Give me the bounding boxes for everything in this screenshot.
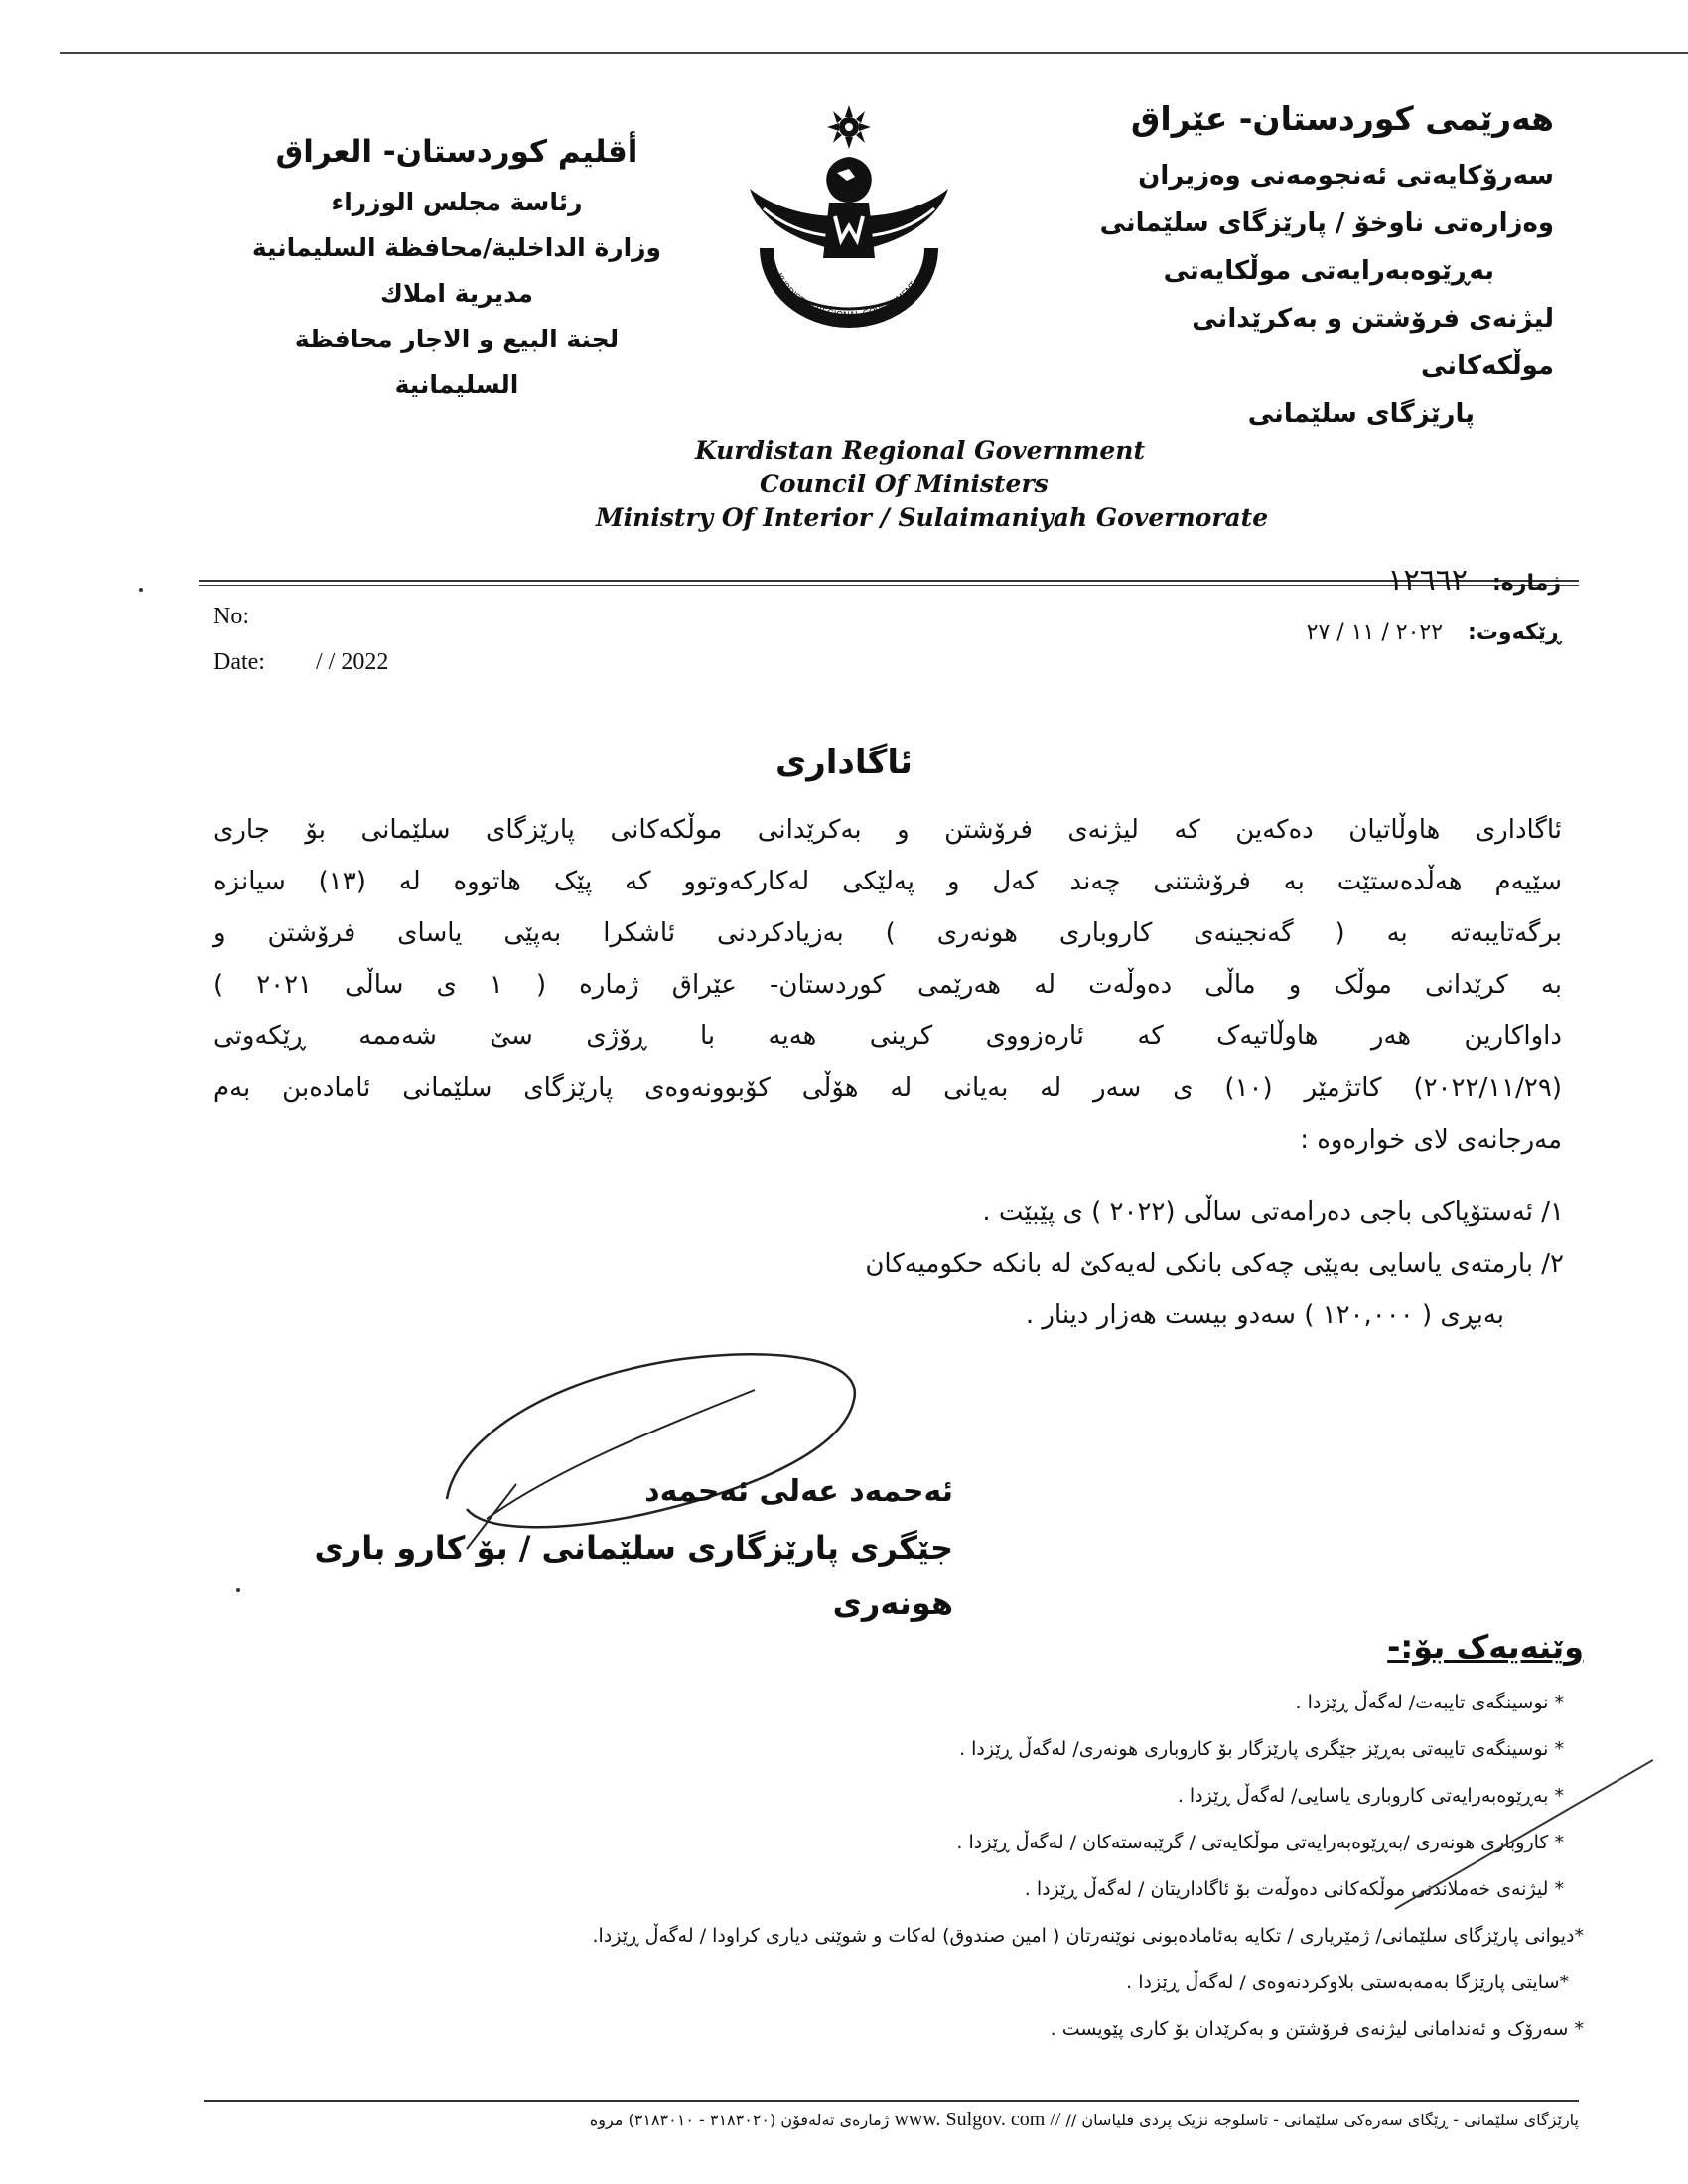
condition-item-detail: بەبڕی ( ١٢٠,٠٠٠ ) سەدو بیست هەزار دینار .: [1025, 1300, 1504, 1330]
kurdish-number-label: ژمارە:: [1492, 571, 1561, 596]
logo-arabic-caption: حكومة إقليم كوردستان: [801, 258, 897, 269]
footer: [204, 2109, 1579, 2131]
english-header-line: Ministry Of Interior / Sulaimaniyah Governorate: [596, 503, 1269, 532]
footer-suffix: مروە: [589, 2111, 624, 2129]
arabic-header-line: رئاسة مجلس الوزراء: [331, 188, 583, 216]
footer-phone: ژمارەی تەلەفۆن (٣١٨٣٠٢٠ - ٣١٨٣٠١٠): [628, 2111, 890, 2129]
kurdish-reference: [1114, 556, 1561, 658]
footer-rule: [204, 2100, 1579, 2102]
copy-recipient: * بەڕێوەبەرایەتی کاروباری یاسایی/ لەگەڵ ڕێزدا .: [1177, 1785, 1564, 1807]
arabic-header-title: أقليم كوردستان- العراق: [275, 134, 638, 170]
english-header-line: Kurdistan Regional Government: [695, 436, 1146, 465]
kurdish-number-value: ١٢٦٦٢: [1387, 563, 1468, 598]
body-line: (٢٠٢٢/١١/٢٩) کاتژمێر (١٠) ی سەر لە بەیانی لە هۆڵی کۆبوونەوەی پارێزگای سلێمانی ئامادەبن بەم: [213, 1073, 1562, 1103]
kurdish-date-label: ڕێکەوت:: [1468, 620, 1561, 645]
copy-recipient: * لیژنەی خەملاندنی موڵکەکانی دەوڵەت بۆ ئاگاداریتان / لەگەڵ ڕێزدا .: [1024, 1878, 1564, 1900]
kurdish-header: [1087, 99, 1554, 438]
body-line: بە کرێدانی موڵک و ماڵی دەوڵەت لە هەرێمی کوردستان- عێراق ژمارە ( ١ ی ساڵی ٢٠٢١ ): [213, 970, 1562, 1000]
copy-recipient: * کاروباری هونەری /بەڕێوەبەرایەتی موڵکایەتی / گرێبەستەکان / لەگەڵ ڕێزدا .: [956, 1832, 1564, 1853]
footer-website: www. Sulgov. com //: [894, 2109, 1061, 2130]
arabic-header-line: وزارة الداخلية/محافظة السليمانية: [251, 233, 662, 262]
kurdish-header-title: هەرێمی کوردستان- عێراق: [1130, 99, 1554, 138]
condition-item: ٢/ بارمتەی یاسایی بەپێی چەکی بانکی لەیەکێ لە بانکە حکومیەکان: [865, 1249, 1564, 1279]
notice-body: [213, 804, 1562, 1165]
copy-recipient: *دیوانی پارێزگای سلێمانی/ ژمێریاری / تکایە بەئامادەبونی نوێنەرتان ( امین صندوق) لەکات و شوێنی دیاری کراودا / لەگەڵ ڕێزدا.: [592, 1925, 1584, 1947]
kurdish-header-line: پارێزگای سلێمانی: [1247, 399, 1475, 429]
logo-caption: KURDISTAN REGIONAL GOVERNMENT: [773, 271, 919, 322]
krg-emblem-icon: [730, 99, 968, 338]
date-label: Date:: [213, 649, 265, 675]
english-reference: [213, 594, 388, 685]
kurdish-header-line: سەرۆکایەتی ئەنجومەنی وەزیران: [1138, 161, 1554, 191]
body-line: داواکارین هەر هاوڵاتیەک کە ئارەزووی کرینی هەیە با ڕۆژی سێ شەممە ڕێکەوتی: [213, 1022, 1562, 1051]
condition-item: ١/ ئەستۆپاکی باجی دەرامەتی ساڵی (٢٠٢٢ ) ی پێبێت .: [982, 1197, 1564, 1227]
arabic-header-line: مديرية املاك: [379, 279, 534, 308]
kurdish-date-value: ٢٠٢٢ / ١١ / ٢٧: [1306, 620, 1444, 645]
date-value: / / 2022: [315, 649, 389, 675]
conditions-list: [273, 1186, 1564, 1341]
english-header: [556, 434, 1269, 535]
english-header-line: Council Of Ministers: [760, 470, 1049, 498]
scan-speck: [139, 588, 143, 592]
arabic-header: [248, 124, 665, 408]
notice-heading: ئاگاداری: [775, 743, 913, 782]
kurdish-header-line: لیژنەی فرۆشتن و بەکرێدانی موڵکەکانی: [1192, 304, 1554, 381]
top-rule: [60, 52, 1688, 54]
kurdish-header-line: بەڕێوەبەرایەتی موڵکایەتی: [1163, 256, 1494, 286]
body-line: مەرجانەی لای خوارەوە :: [1300, 1125, 1562, 1155]
body-line: سێیەم هەڵدەستێت بە فرۆشتنی چەند کەل و پەلێکی لەکارکەوتوو کە پێک هاتووە لە (١٣) سیانزە: [213, 867, 1562, 896]
kurdish-date-row: [1114, 609, 1561, 658]
date-row: [213, 639, 388, 685]
copies-title: وێنەیەک بۆ:-: [1387, 1628, 1584, 1666]
arabic-header-line: لجنة البيع و الاجار محافظة السليمانية: [294, 325, 620, 399]
copy-recipient: * نوسینگەی تایبەتی بەڕێز جێگری پارێزگار بۆ کاروباری هونەری/ لەگەڵ ڕێزدا .: [959, 1738, 1564, 1760]
kurdish-number-row: [1114, 556, 1561, 609]
signatory-position: جێگری پارێزگاری سلێمانی / بۆ کارو باری هونەری: [314, 1529, 953, 1622]
scan-speck: [236, 1588, 240, 1592]
copy-recipient: * نوسینگەی تایبەت/ لەگەڵ ڕێزدا .: [1295, 1692, 1564, 1713]
copy-recipient: *سایتی پارێزگا بەمەبەستی بلاوکردنەوەی / لەگەڵ ڕێزدا .: [1126, 1972, 1569, 1993]
number-label: No:: [213, 604, 249, 629]
body-line: برگەتایبەتە بە ( گەنجینەی کاروباری هونەری ) بەزیادکردنی ئاشکرا بەپێی یاسای فرۆشتن و: [213, 918, 1562, 948]
kurdish-header-line: وەزارەتی ناوخۆ / پارێزگای سلێمانی: [1099, 208, 1554, 238]
copies-section: [293, 1628, 1584, 2053]
copy-recipient: * سەرۆک و ئەندامانی لیژنەی فرۆشتن و بەکرێدان بۆ کاری پێویست .: [1050, 2018, 1584, 2040]
body-line: ئاگاداری هاوڵاتیان دەکەین کە لیژنەی فرۆشتن و بەکرێدانی موڵکەکانی پارێزگای سلێمانی بۆ جاری: [213, 815, 1562, 845]
footer-address: پارێزگای سلێمانی - ڕێگای سەرەکی سلێمانی - تاسلوجە نزیک پردی قلیاسان //: [1065, 2111, 1579, 2129]
signatory-block: [258, 1464, 953, 1631]
signatory-name: ئەحمەد عەلی ئەحمەد: [644, 1474, 953, 1509]
